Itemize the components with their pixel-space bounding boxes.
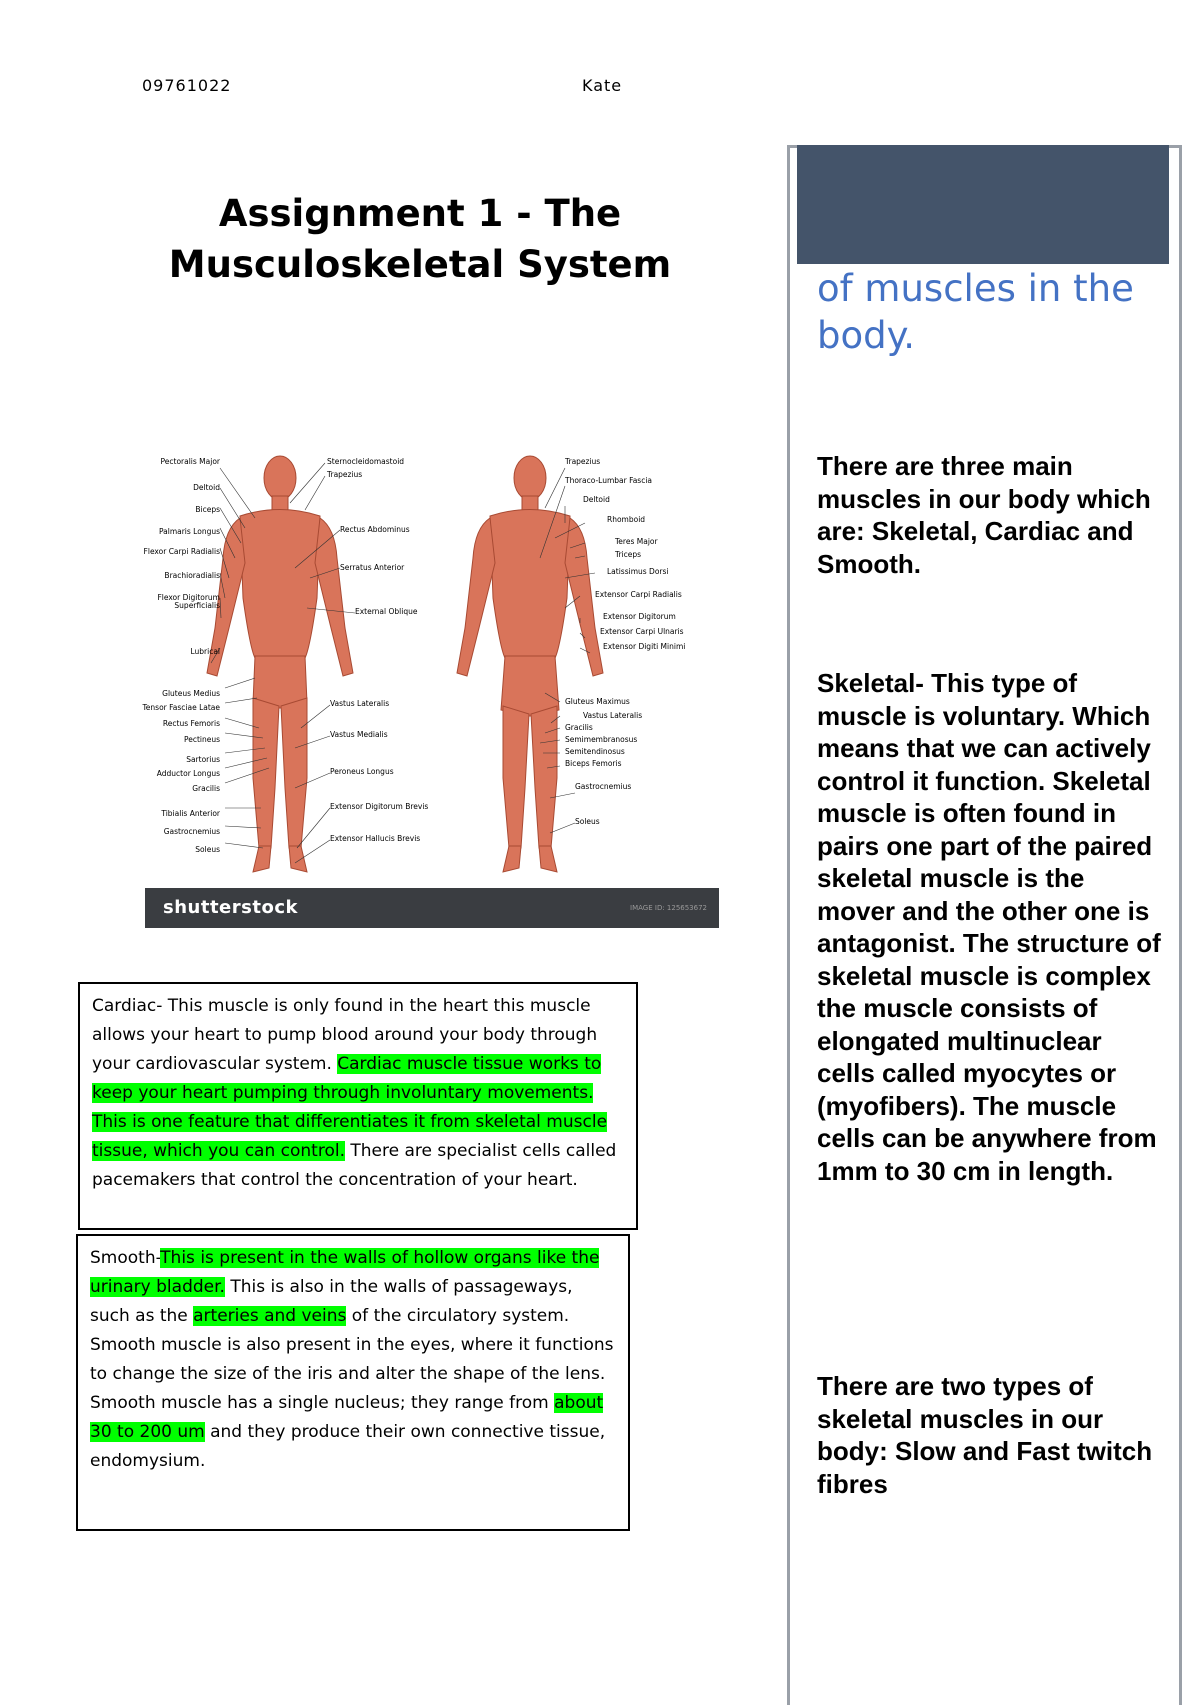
label-extensor-carpi-radialis: Extensor Carpi Radialis [595, 590, 682, 599]
smooth-muscle-box [76, 1234, 630, 1531]
sidebar-header-band [797, 145, 1169, 264]
label-vastus-lateralis-front: Vastus Lateralis [330, 699, 390, 708]
title-line-2: Musculoskeletal System [168, 243, 672, 286]
label-gracilis-back: Gracilis [565, 723, 593, 732]
label-gluteus-maximus: Gluteus Maximus [565, 697, 630, 706]
sidebar-paragraph-fibre-types: There are two types of skeletal muscles in our body: Slow and Fast twitch fibres [817, 1371, 1153, 1499]
cardiac-highlight: Cardiac muscle tissue works to keep your heart pumping through involuntary movements. This is one feature that differentiates it from skeletal muscle tissue, which you can control. [92, 1054, 608, 1161]
label-triceps: Triceps [615, 550, 642, 559]
label-deltoid-back: Deltoid [583, 495, 610, 504]
cardiac-text-1: Cardiac- This muscle is only found in the heart this muscle allows your heart to pump blood around your body through your cardiovascular system. [92, 996, 598, 1074]
smooth-text-2: This is also in the walls of passageways, such as the [90, 1277, 573, 1326]
label-brachioradialis: Brachioradialis [164, 571, 220, 580]
label-sternocleidomastoid: Sternocleidomastoid [327, 457, 405, 466]
cardiac-text-2: There are specialist cells called pacemakers that control the concentration of your heart. [92, 1141, 617, 1190]
label-extensor-hallucis-brevis: Extensor Hallucis Brevis [330, 834, 421, 843]
sidebar-heading: of muscles in the body. [817, 267, 1134, 357]
label-extensor-digitorum: Extensor Digitorum [603, 612, 676, 621]
label-lubrical: Lubrical [190, 647, 220, 656]
label-extensor-carpi-ulnaris: Extensor Carpi Ulnaris [600, 627, 684, 636]
page-title [120, 188, 720, 290]
label-trapezius-back: Trapezius [565, 457, 601, 466]
label-latissimus-dorsi: Latissimus Dorsi [607, 567, 669, 576]
label-gluteus-medius: Gluteus Medius [162, 689, 220, 698]
label-vastus-medialis: Vastus Medialis [330, 730, 388, 739]
label-deltoid: Deltoid [193, 483, 220, 492]
label-semimembranosus: Semimembranosus [565, 735, 638, 744]
label-flexor-digitorum: Flexor Digitorum Superficialis [157, 593, 220, 610]
image-id-text: IMAGE ID: 125653672 [630, 904, 707, 912]
label-extensor-digitorum-brevis: Extensor Digitorum Brevis [330, 802, 429, 811]
label-gastrocnemius: Gastrocnemius [163, 827, 220, 836]
label-biceps: Biceps [195, 505, 220, 514]
author-name: Kate [582, 76, 623, 95]
label-soleus-back: Soleus [575, 817, 600, 826]
smooth-text-1: Smooth- [90, 1248, 161, 1268]
smooth-text-3: of the circulatory system. Smooth muscle is also present in the eyes, where it functions to change the size of the iris and alter the shape of the lens. Smooth muscle has a single nucleus; they range from [90, 1306, 614, 1413]
label-biceps-femoris: Biceps Femoris [565, 759, 622, 768]
smooth-highlight-1: This is present in the walls of hollow organs like the urinary bladder. [90, 1248, 600, 1297]
label-pectoralis-major: Pectoralis Major [160, 457, 220, 466]
label-tensor-fasciae-latae: Tensor Fasciae Latae [142, 703, 220, 712]
label-extensor-digiti-minimi: Extensor Digiti Minimi [603, 642, 686, 651]
sidebar-paragraph-muscle-types: There are three main muscles in our body which are: Skeletal, Cardiac and Smooth. [817, 451, 1151, 579]
label-external-oblique: External Oblique [355, 607, 418, 616]
label-soleus: Soleus [195, 845, 220, 854]
label-trapezius-front: Trapezius [327, 470, 363, 479]
title-line-1: Assignment 1 - The [218, 192, 622, 235]
label-rectus-femoris: Rectus Femoris [162, 719, 220, 728]
label-vastus-lateralis-back: Vastus Lateralis [583, 711, 643, 720]
label-semitendinosus: Semitendinosus [565, 747, 625, 756]
label-thoraco-lumbar-fascia: Thoraco-Lumbar Fascia [565, 476, 653, 485]
smooth-highlight-3: about 30 to 200 um [90, 1393, 604, 1442]
label-peroneus-longus: Peroneus Longus [330, 767, 394, 776]
label-flexor-carpi-radialis: Flexor Carpi Radialis [143, 547, 220, 556]
label-gracilis: Gracilis [192, 784, 220, 793]
muscle-anatomy-figure [142, 448, 719, 938]
sidebar-paragraph-skeletal: Skeletal- This type of muscle is voluntary. Which means that we can actively control it function. Skeletal muscle is often found in pairs one part of the paired skeletal muscle is the mover and the other one is antagonist. The structure of skeletal muscle is complex the muscle consists of elongated multinuclear cells called myocytes or (myofibers). The muscle cells can be anywhere from 1mm to 30 cm in length. [817, 668, 1161, 1186]
label-tibialis-anterior: Tibialis Anterior [161, 809, 220, 818]
cardiac-muscle-box [78, 982, 638, 1230]
smooth-highlight-2: arteries and veins [193, 1306, 347, 1326]
label-sartorius: Sartorius [186, 755, 220, 764]
label-adductor-longus: Adductor Longus [156, 769, 220, 778]
label-pectineus: Pectineus [183, 735, 220, 744]
label-gastrocnemius-back: Gastrocnemius [575, 782, 632, 791]
label-rectus-abdominus: Rectus Abdominus [340, 525, 410, 534]
document-id: 09761022 [142, 76, 232, 95]
smooth-text-4: and they produce their own connective tissue, endomysium. [90, 1422, 606, 1471]
label-serratus-anterior: Serratus Anterior [340, 563, 405, 572]
back-body-diagram [457, 456, 603, 872]
label-palmaris-longus: Palmaris Longus [158, 527, 220, 536]
label-teres-major: Teres Major [615, 537, 658, 546]
stock-watermark: shutterstock [163, 897, 298, 918]
label-rhomboid: Rhomboid [607, 515, 646, 524]
